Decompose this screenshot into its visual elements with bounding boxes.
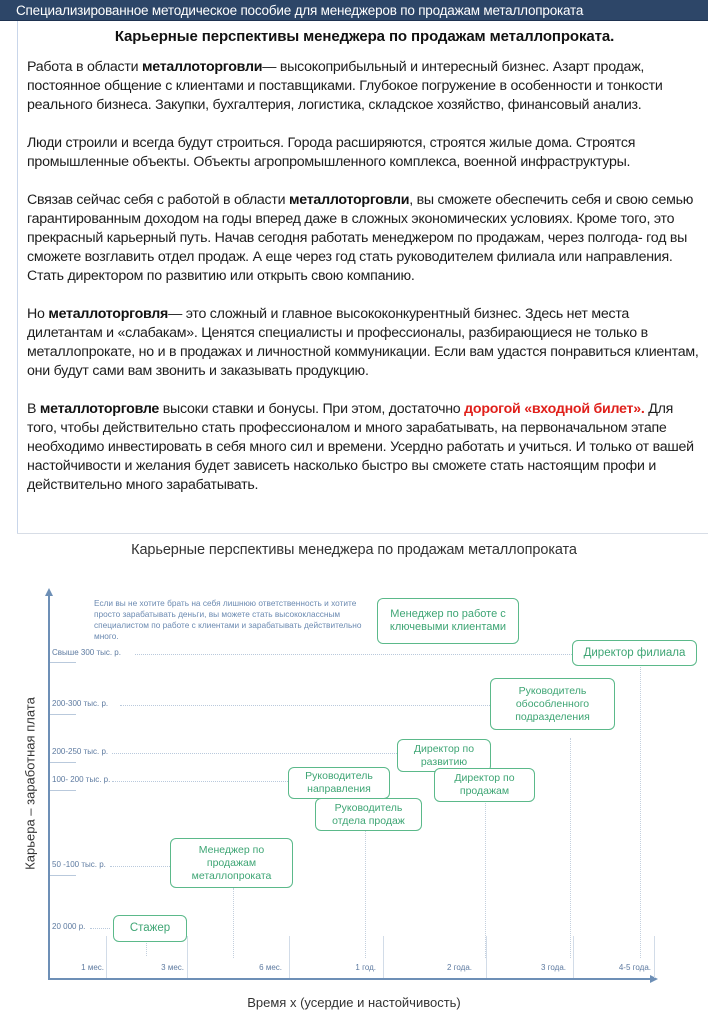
p3-bold: металлоторговли	[289, 192, 410, 208]
x-separator	[573, 936, 574, 978]
level-guide	[90, 928, 110, 929]
level-guide	[120, 705, 490, 706]
node-sales-manager: Менеджер по продажам металлопроката	[170, 838, 293, 888]
p4-pre: Но	[27, 306, 49, 322]
paragraph-2: Люди строили и всегда будут строиться. Города расширяются, строятся жилые дома. Строятся промышленные объекты. Объекты агропромышленного комплекса, военной инфраструктуры.	[27, 135, 636, 170]
x-separator	[187, 936, 188, 978]
node-direction-head: Руководитель направления	[288, 767, 390, 799]
x-tick-label: 6 мес.	[259, 963, 282, 972]
node-development-director: Директор по развитию	[397, 739, 491, 772]
p3-post: , вы сможете обеспечить себя и свою семью гарантированным доходом на годы вперед даже в сложных экономических условиях. Кроме того, это прекрасный карьерный путь. Начав сегодня работать менеджером по продажам, через полгода- год вы сможете возглавить отдел продаж. А еще через год стать руководителем филиала или направления. Стать директором по развитию или открыть свою компанию.	[27, 192, 694, 284]
time-guide	[233, 888, 234, 958]
p1-post: — высокоприбыльный и интересный бизнес. Азарт продаж, постоянное общение с клиентами и поставщиками. Глубокое погружение в особенности и тонкости реального бизнеса. Закупки, бухгалтерия, логистика, складское хозяйство, финансовый анализ.	[27, 59, 663, 113]
time-guide	[640, 663, 641, 958]
p4-bold: металлоторговля	[48, 306, 169, 322]
article-title: Карьерные перспективы менеджера по продажам металлопроката.	[114, 28, 615, 45]
x-separator	[383, 936, 384, 978]
level-guide	[112, 753, 397, 754]
node-separate-division-head: Руководитель обособленного подразделения	[490, 678, 615, 730]
x-separator	[486, 936, 487, 978]
time-guide	[485, 791, 486, 958]
level-label: 200-250 тыс. р.	[52, 747, 109, 756]
level-guide	[112, 781, 288, 782]
paragraph-4	[27, 305, 702, 381]
p1-pre: Работа в области	[27, 59, 142, 75]
x-tick-label: 3 мес.	[161, 963, 184, 972]
left-rule	[17, 21, 18, 533]
x-separator	[106, 936, 107, 978]
chart-note: Если вы не хотите брать на себя лишнюю ответственность и хотите просто зарабатывать деньги, вы можете стать высококлассным специалистом по работе с клиентами и зарабатывать действительно много.	[94, 598, 362, 641]
node-branch-director: Директор филиала	[572, 640, 697, 666]
node-sales-dept-head: Руководитель отдела продаж	[315, 798, 422, 831]
top-banner: Специализированное методическое пособие для менеджеров по продажам металлопроката	[0, 0, 708, 21]
x-tick-label: 4-5 года.	[618, 963, 651, 972]
p4-post: — это сложный и главное высококонкурентный бизнес. Здесь нет места дилетантам и «слабакам». Ценятся специалисты и профессионалы, разбирающиеся не только в металлопрокате, но и в продажах и личностной коммуникации. Если вам удастся понравиться клиентам, они будут сами вам звонить и заказывать продукцию.	[27, 306, 699, 379]
level-tick	[50, 662, 76, 663]
level-label: 200-300 тыс. р.	[52, 699, 109, 708]
p3-pre: Связав сейчас себя с работой в области	[27, 192, 290, 208]
node-sales-director: Директор по продажам	[434, 768, 535, 802]
chart-title: Карьерные перспективы менеджера по продажам металлопроката	[131, 542, 577, 558]
p5-pre: В	[27, 401, 40, 417]
paragraph-1	[27, 58, 702, 115]
article	[27, 28, 702, 514]
x-tick-label: 3 года.	[540, 963, 566, 972]
level-label: 20 000 р.	[52, 922, 86, 931]
p1-bold: металлоторговли	[142, 59, 263, 75]
level-tick	[50, 762, 76, 763]
level-guide	[110, 866, 170, 867]
x-separator	[289, 936, 290, 978]
y-axis-label: Карьера – заработная плата	[22, 697, 38, 870]
level-tick	[50, 714, 76, 715]
x-tick-label: 2 года.	[446, 963, 472, 972]
x-axis	[48, 978, 652, 980]
level-tick	[50, 875, 76, 876]
section-divider	[17, 533, 708, 534]
level-label: 50 -100 тыс. р.	[52, 860, 106, 869]
level-guide	[135, 654, 572, 655]
y-axis	[48, 594, 50, 980]
y-axis-arrow-icon	[45, 588, 53, 596]
p5-post: Для того, чтобы действительно стать профессионалом и много зарабатывать, на первоначальном этапе необходимо инвестировать в себя много сил и времени. Усердно работать и учиться. И только от вашей настойчивости и желания будет зависеть насколько быстро вы сможете стать настоящим профи и действительно много зарабатывать.	[27, 401, 694, 493]
level-label: 100- 200 тыс. р.	[52, 775, 111, 784]
paragraph-3	[27, 191, 702, 286]
paragraph-5	[27, 400, 702, 495]
node-intern: Стажер	[113, 915, 187, 942]
p5-red-highlight: дорогой «входной билет».	[464, 401, 645, 417]
p5-bold: металлоторговле	[39, 401, 160, 417]
x-separator	[654, 936, 655, 978]
x-tick-label: 1 мес.	[81, 963, 104, 972]
level-label: Свыше 300 тыс. р.	[52, 648, 121, 657]
node-key-account-manager: Менеджер по работе с ключевыми клиентами	[377, 598, 519, 644]
x-axis-label: Время х (усердие и настойчивость)	[247, 995, 461, 1010]
x-tick-label: 1 год.	[355, 963, 376, 972]
level-tick	[50, 790, 76, 791]
p5-mid: высоки ставки и бонусы. При этом, достаточно	[159, 401, 465, 417]
career-chart	[0, 536, 708, 1024]
time-guide	[570, 738, 571, 958]
